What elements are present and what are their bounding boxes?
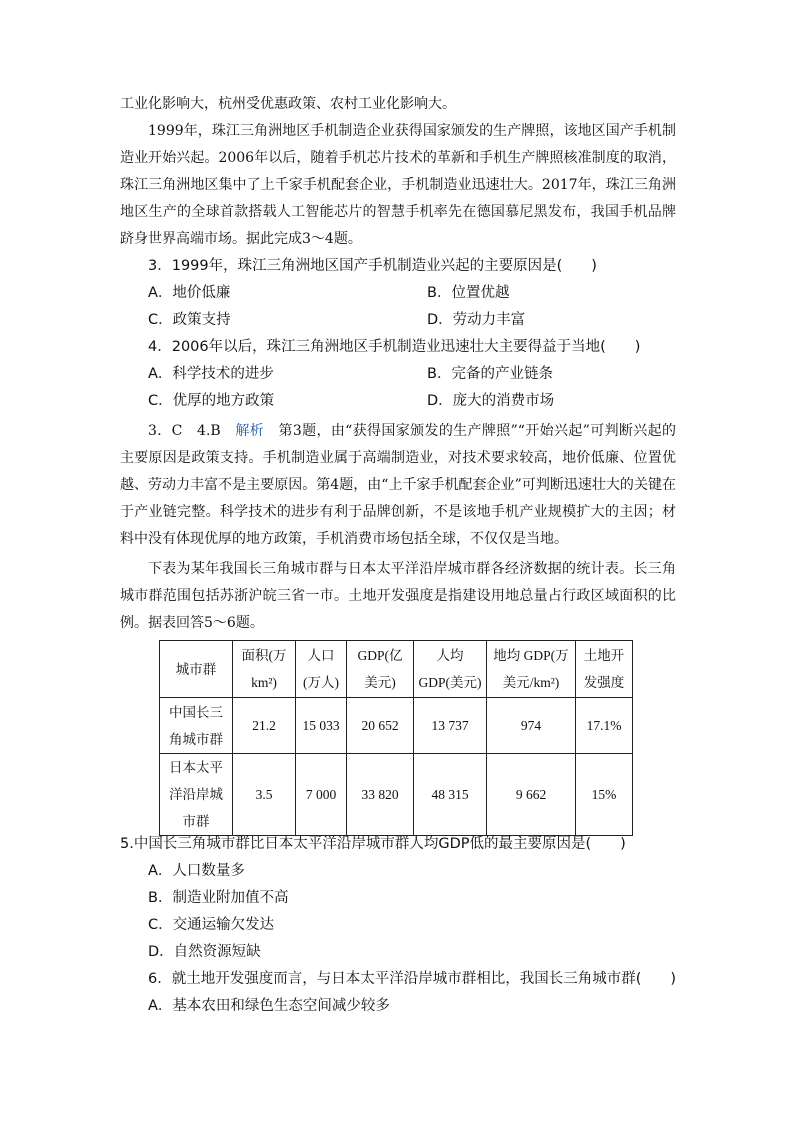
header-gdp-per-capita: 人均 GDP(美元) (414, 641, 487, 698)
intro-paragraph: 1999年，珠江三角洲地区手机制造企业获得国家颁发的生产牌照，该地区国产手机制造业开始兴起。2006年以后，随着手机芯片技术的革新和手机生产牌照核准制度的取消，珠江三角洲地区集中了上千家手机配套企业，手机制造业迅速壮大。2017年，珠江三角洲地区生产的全球首款搭载人工智能芯片的智慧手机率先在德国慕尼黑发布，我国手机品牌跻身世界高端市场。据此完成3～4题。 (120, 123, 676, 247)
cell-gdp-per-capita: 13 737 (414, 698, 487, 754)
cell-gdp-per-area: 974 (487, 698, 576, 754)
answer-key: 3．C 4.B (148, 423, 236, 439)
cell-gdp-per-area: 9 662 (487, 754, 576, 836)
q4-option-a: A．科学技术的进步 (148, 366, 274, 382)
q5-option-c: C．交通运输欠发达 (148, 917, 275, 933)
question-5-stem: 5.中国长三角城市群比日本太平洋沿岸城市群人均GDP低的最主要原因是( ) (120, 836, 626, 852)
header-development-intensity: 土地开发强度 (576, 641, 633, 698)
q4-option-c: C．优厚的地方政策 (148, 393, 275, 409)
cell-population: 15 033 (296, 698, 347, 754)
question-4-stem: 4．2006年以后，珠江三角洲地区手机制造业迅速壮大主要得益于当地( ) (148, 339, 641, 355)
q5-option-a: A．人口数量多 (148, 863, 245, 879)
q4-option-d: D．庞大的消费市场 (427, 393, 555, 409)
answer-analysis-3-4 (120, 418, 676, 553)
analysis-label: 解析 (235, 423, 265, 439)
cell-gdp-per-capita: 48 315 (414, 754, 487, 836)
cell-population: 7 000 (296, 754, 347, 836)
header-population: 人口(万人) (296, 641, 347, 698)
cell-name: 日本太平洋沿岸城市群 (160, 754, 233, 836)
q3-option-b: B．位置优越 (427, 285, 510, 301)
cell-gdp: 20 652 (347, 698, 414, 754)
cell-name: 中国长三角城市群 (160, 698, 233, 754)
intro-5-6: 下表为某年我国长三角城市群与日本太平洋沿岸城市群各经济数据的统计表。长三角城市群范围包括苏浙沪皖三省一市。土地开发强度是指建设用地总量占行政区域面积的比例。据表回答5～6题。 (120, 561, 676, 631)
q3-option-a: A．地价低廉 (148, 285, 231, 301)
table-header-row (160, 641, 633, 698)
q3-option-c: C．政策支持 (148, 312, 231, 328)
cell-area: 3.5 (233, 754, 296, 836)
cell-gdp: 33 820 (347, 754, 414, 836)
table-row (160, 698, 633, 754)
q5-option-d: D．自然资源短缺 (148, 944, 261, 960)
cell-development-intensity: 15% (576, 754, 633, 836)
q5-option-b: B．制造业附加值不高 (148, 890, 289, 906)
q6-option-a: A．基本农田和绿色生态空间减少较多 (148, 998, 390, 1014)
header-city-cluster: 城市群 (160, 641, 233, 698)
table-row (160, 754, 633, 836)
question-6-stem: 6．就土地开发强度而言，与日本太平洋沿岸城市群相比，我国长三角城市群( ) (148, 971, 677, 987)
q4-option-b: B．完备的产业链条 (427, 366, 553, 382)
cell-area: 21.2 (233, 698, 296, 754)
analysis-text: 第3题，由“获得国家颁发的生产牌照”“开始兴起”可判断兴起的主要原因是政策支持。手机制造业属于高端制造业，对技术要求较高，地价低廉、位置优越、劳动力丰富不是主要原因。第4题，由“上千家手机配套企业”可判断迅速壮大的关键在于产业链完整。科学技术的进步有利于品牌创新，不是该地手机产业规模扩大的主因；材料中没有体现优厚的地方政策，手机消费市场包括全球，不仅仅是当地。 (120, 423, 676, 547)
header-gdp: GDP(亿美元) (347, 641, 414, 698)
q3-option-d: D．劳动力丰富 (427, 312, 526, 328)
cell-development-intensity: 17.1% (576, 698, 633, 754)
header-gdp-per-area: 地均 GDP(万美元/km²) (487, 641, 576, 698)
header-area: 面积(万 km²) (233, 641, 296, 698)
intro-line: 工业化影响大，杭州受优惠政策、农村工业化影响大。 (120, 96, 456, 112)
question-3-stem: 3．1999年，珠江三角洲地区国产手机制造业兴起的主要原因是( ) (148, 258, 597, 274)
economic-data-table (159, 640, 633, 836)
